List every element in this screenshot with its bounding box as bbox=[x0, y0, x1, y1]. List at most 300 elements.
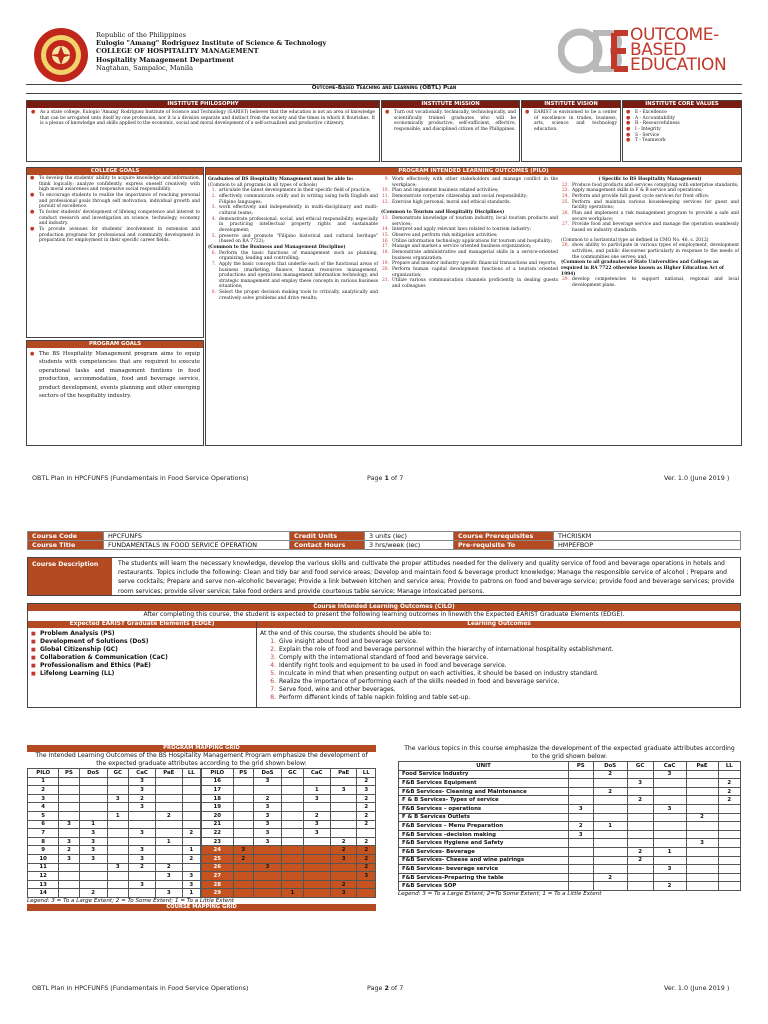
pilo-col2-list bbox=[381, 177, 558, 205]
grid-row bbox=[202, 854, 376, 863]
grid-cell bbox=[718, 882, 740, 891]
grid-cell bbox=[330, 794, 357, 803]
learning-outcome-number: 4. bbox=[270, 662, 276, 669]
grid-row-label: F & B Services- Types of service bbox=[399, 796, 569, 805]
grid-cell bbox=[253, 786, 281, 795]
learning-outcome-number: 3. bbox=[270, 654, 276, 661]
grid-cell bbox=[79, 863, 107, 872]
grid-row-label: 17 bbox=[202, 786, 234, 795]
grid-header-cell: CaC bbox=[303, 769, 330, 778]
header-rule-2 bbox=[26, 93, 742, 94]
grid-row bbox=[399, 787, 741, 796]
grid-cell: 3 bbox=[79, 837, 107, 846]
grid-cell bbox=[718, 830, 740, 839]
grid-cell bbox=[303, 837, 330, 846]
core-value-text: R - Resourcefulness bbox=[635, 121, 680, 127]
grid-cell bbox=[593, 856, 627, 865]
pilo-item-number: 12. bbox=[381, 199, 389, 205]
pilo-item-number: 7. bbox=[211, 261, 216, 267]
grid-row bbox=[202, 880, 376, 889]
cilo-title: Course Intended Learning Outcomes (CILO) bbox=[28, 604, 740, 611]
learning-outcomes-title: Learning Outcomes bbox=[257, 621, 741, 628]
grid-cell bbox=[569, 856, 594, 865]
grid-cell bbox=[107, 829, 128, 838]
grid-cell bbox=[718, 865, 740, 874]
pilo-item-number: 6. bbox=[211, 250, 216, 256]
grid-header-cell: GC bbox=[627, 762, 653, 771]
grid-cell bbox=[593, 779, 627, 788]
grid-cell bbox=[233, 820, 253, 829]
grid-cell: 2 bbox=[593, 787, 627, 796]
header-line-address: Nagtahan, Sampaloc, Manila bbox=[96, 63, 194, 72]
pilo-item-number: 25. bbox=[561, 199, 569, 205]
mission-text: Turn out vocationally, technically, technologically, and scientifically trained graduates who will be economically productive, self-sufficient, effective, responsible, and disciplined citizen of the Philippines. bbox=[394, 110, 516, 132]
philosophy-item bbox=[27, 108, 379, 127]
learning-outcome-item bbox=[260, 678, 738, 686]
obtl-plan-title: Outcome-Based Teaching and Learning (OBTL) Plan bbox=[311, 85, 457, 91]
grid-cell: 1 bbox=[593, 822, 627, 831]
bullet-icon: ● bbox=[626, 131, 631, 138]
grid-cell bbox=[59, 880, 79, 889]
grid-cell: 3 bbox=[303, 820, 330, 829]
program-mapping-tables bbox=[27, 768, 376, 898]
grid-cell bbox=[79, 880, 107, 889]
grid-cell: 2 bbox=[593, 770, 627, 779]
grid-cell: 3 bbox=[128, 854, 155, 863]
obe-text-outcome: OUTCOME- bbox=[630, 25, 719, 45]
grid-cell: 3 bbox=[79, 829, 107, 838]
edge-item bbox=[31, 670, 251, 678]
grid-header-cell: PS bbox=[59, 769, 79, 778]
grid-cell bbox=[282, 794, 303, 803]
college-goal-item-text: To encourage students to realize the importance of reaching personal and professional goals through self motivation, individual growth and pursuit of excellence. bbox=[39, 192, 200, 210]
grid-cell bbox=[282, 777, 303, 786]
grid-header-cell: CaC bbox=[653, 762, 686, 771]
pilo-item-number: 14. bbox=[381, 227, 389, 233]
lo-list bbox=[260, 638, 738, 702]
program-mapping-title: PROGRAM MAPPING GRID bbox=[27, 745, 376, 752]
grid-cell bbox=[718, 856, 740, 865]
edge-item-text: Lifelong Learning (LL) bbox=[40, 670, 115, 677]
learning-outcome-number: 1. bbox=[270, 638, 276, 645]
grid-cell bbox=[233, 837, 253, 846]
grid-cell bbox=[107, 889, 128, 898]
grid-row-label: F&B Services Equipment bbox=[399, 779, 569, 788]
grid-cell bbox=[627, 804, 653, 813]
course-code-label: Course Code bbox=[28, 532, 104, 541]
pilo-item-number: 13. bbox=[381, 215, 389, 221]
grid-cell bbox=[253, 854, 281, 863]
pilo-col-2 bbox=[381, 177, 558, 289]
bullet-icon: ■ bbox=[31, 663, 36, 669]
grid-cell bbox=[107, 846, 128, 855]
grid-cell: 3 bbox=[653, 770, 686, 779]
pilo-item-number: 19. bbox=[381, 261, 389, 267]
grid-cell bbox=[303, 803, 330, 812]
page1-footer-page-post: of 7 bbox=[388, 474, 404, 482]
grid-cell: 3 bbox=[59, 837, 79, 846]
grid-cell bbox=[357, 880, 376, 889]
pilo-item-number: 24. bbox=[561, 193, 569, 199]
grid-cell bbox=[156, 786, 182, 795]
grid-cell bbox=[627, 839, 653, 848]
grid-cell bbox=[303, 846, 330, 855]
grid-cell bbox=[233, 872, 253, 881]
pilo-item-text: Apply the basic concepts that underlie each of the functional areas of business (marketing, finance, human resources management, productions and operations management information technology, and strategic management and employ these concepts in various business situations; bbox=[219, 261, 378, 290]
core-value-text: S - Service bbox=[635, 132, 660, 138]
grid-header-cell: PILO bbox=[28, 769, 59, 778]
pilo-item-text: preserve and promote "Filipino historical and cultural heritage" (based on RA 7722); bbox=[219, 233, 378, 245]
grid-cell bbox=[718, 873, 740, 882]
grid-cell: 2 bbox=[330, 837, 357, 846]
grid-header-row bbox=[399, 762, 741, 771]
college-goal-item bbox=[30, 210, 200, 227]
grid-cell bbox=[593, 796, 627, 805]
grid-cell bbox=[128, 811, 155, 820]
grid-cell: 3 bbox=[253, 811, 281, 820]
college-goals-box bbox=[26, 167, 204, 338]
pilo-title: PROGRAM INTENDED LEARNING OUTCOMES (PILO) bbox=[206, 168, 741, 175]
cilo-divider bbox=[256, 621, 257, 708]
grid-cell: 3 bbox=[182, 872, 201, 881]
grid-row-label: F&B Services- beverage service bbox=[399, 865, 569, 874]
grid-cell bbox=[718, 822, 740, 831]
grid-cell bbox=[156, 846, 182, 855]
grid-cell bbox=[653, 822, 686, 831]
pilo-item-number: 2. bbox=[211, 193, 216, 199]
grid-cell bbox=[282, 820, 303, 829]
grid-cell: 3 bbox=[128, 803, 155, 812]
pilo-item-text: Demonstrate knowledge of tourism industry, local tourism products and services; bbox=[392, 215, 558, 227]
grid-header-cell: DoS bbox=[253, 769, 281, 778]
grid-cell bbox=[107, 803, 128, 812]
grid-row bbox=[399, 822, 741, 831]
edge-item-text: Problem Analysis (PS) bbox=[40, 630, 115, 637]
pilo-item-text: Perform human capital development functions of a tourism oriented organization; bbox=[392, 266, 558, 278]
grid-cell: 3 bbox=[128, 786, 155, 795]
bullet-icon: ■ bbox=[31, 671, 36, 677]
pilo-item-number: 18. bbox=[381, 249, 389, 255]
pilo-item-text: develop competencies to support national, regional and local development plans. bbox=[572, 277, 739, 288]
grid-row-label: F&B Services – Menu Preparation bbox=[399, 822, 569, 831]
grid-cell bbox=[569, 787, 594, 796]
grid-cell bbox=[686, 796, 718, 805]
pilo-item-text: Apply management skills in F & B service and operations; bbox=[572, 188, 703, 194]
pilo-item-text: Demonstrate corporate citizenship and social responsibility; bbox=[392, 193, 528, 199]
grid-cell bbox=[357, 829, 376, 838]
pilo-col1-sub: (Common to all programs in all types of schools) bbox=[208, 182, 318, 188]
grid-cell bbox=[233, 829, 253, 838]
grid-cell bbox=[686, 804, 718, 813]
grid-cell: 3 bbox=[686, 839, 718, 848]
grid-cell: 3 bbox=[253, 837, 281, 846]
grid-cell bbox=[59, 889, 79, 898]
grid-cell: 3 bbox=[79, 854, 107, 863]
pilo-item-number: 15. bbox=[381, 232, 389, 238]
edge-item bbox=[31, 630, 251, 638]
learning-outcome-number: 6. bbox=[270, 678, 276, 685]
grid-row-label: 2 bbox=[28, 786, 59, 795]
edge-item bbox=[31, 662, 251, 670]
college-goals-list bbox=[27, 175, 203, 244]
grid-cell bbox=[593, 882, 627, 891]
course-mapping-intro: The various topics in this course emphasize the development of the expected graduate attributes according to the grid shown below: bbox=[404, 745, 735, 760]
grid-cell bbox=[718, 847, 740, 856]
grid-row bbox=[202, 872, 376, 881]
grid-cell: 3 bbox=[330, 889, 357, 898]
grid-cell: 2 bbox=[182, 854, 201, 863]
grid-cell bbox=[59, 811, 79, 820]
pilo-col3-sub: (Common to all graduates of State Universities and Colleges as required in RA 7722 otherwise known as Higher Education Act of 1994) bbox=[561, 260, 724, 277]
grid-cell bbox=[282, 863, 303, 872]
grid-cell bbox=[593, 804, 627, 813]
college-goal-item-text: To provide avenues for students' involvement in extension and production programs for professional and community development in preparation for employment in their specific career fields. bbox=[39, 226, 200, 244]
grid-row-label: 6 bbox=[28, 820, 59, 829]
pilo-item-number: 17. bbox=[381, 244, 389, 250]
bullet-icon: ● bbox=[30, 225, 35, 232]
grid-cell bbox=[330, 777, 357, 786]
learning-outcome-item bbox=[260, 654, 738, 662]
header-line-department: Hospitality Management Department bbox=[96, 55, 235, 64]
grid-cell: 2 bbox=[357, 854, 376, 863]
learning-outcome-item bbox=[260, 638, 738, 646]
grid-cell bbox=[128, 889, 155, 898]
grid-row bbox=[399, 856, 741, 865]
grid-cell: 3 bbox=[253, 803, 281, 812]
course-mapping-legend: Legend: 3 = To a Large Extent; 2=To Some Extent; 1 = To a Little Extent bbox=[398, 890, 602, 897]
grid-header-cell: PaE bbox=[330, 769, 357, 778]
grid-cell: 2 bbox=[59, 846, 79, 855]
cilo-intro: After completing this course, the student is expected to present the following learning outcomes in linewith the Expected EARIST Graduate Elements (EDGE). bbox=[143, 611, 625, 618]
grid-cell: 3 bbox=[303, 829, 330, 838]
grid-cell: 2 bbox=[330, 846, 357, 855]
grid-cell bbox=[282, 880, 303, 889]
grid-cell bbox=[653, 873, 686, 882]
bullet-icon: ● bbox=[30, 208, 35, 215]
grid-cell bbox=[156, 854, 182, 863]
bullet-icon: ● bbox=[626, 137, 631, 144]
grid-cell bbox=[718, 770, 740, 779]
pilo-col1-head: Graduates of BS Hospitality Management must be able to: bbox=[208, 177, 354, 182]
bullet-icon: ■ bbox=[31, 631, 36, 637]
pilo-item-text: Prepare and monitor industry specific financial transactions and reports; bbox=[392, 261, 557, 267]
grid-cell bbox=[59, 829, 79, 838]
grid-row bbox=[202, 803, 376, 812]
pilo-item bbox=[561, 222, 739, 233]
learning-outcome-text: Inculcate in mind that when presenting output on each activities, it should be based on industry standard. bbox=[279, 670, 599, 677]
grid-cell: 1 bbox=[156, 837, 182, 846]
learning-outcomes-area bbox=[260, 630, 738, 702]
bullet-icon: ● bbox=[30, 191, 35, 198]
vision-title: INSTITUTE VISION bbox=[522, 101, 620, 108]
grid-cell bbox=[627, 787, 653, 796]
college-goal-item-text: To foster students' development of lifelong competence and interest to conduct research and investigation on science, technology, economy and industry. bbox=[39, 209, 200, 227]
prereq-to-value: HMPEFBOP bbox=[554, 541, 741, 550]
pilo-item-text: Utilize information technology applications for tourism and hospitality; bbox=[392, 238, 553, 244]
vision-box bbox=[521, 100, 621, 162]
header-line-college: COLLEGE OF HOSPITALITY MANAGEMENT bbox=[96, 47, 259, 56]
grid-cell: 3 bbox=[59, 854, 79, 863]
grid-cell bbox=[330, 829, 357, 838]
grid-row-label: 23 bbox=[202, 837, 234, 846]
vision-item bbox=[522, 108, 620, 133]
grid-cell: 1 bbox=[107, 811, 128, 820]
core-value-text: T - Teamwork bbox=[635, 138, 666, 144]
grid-cell bbox=[627, 822, 653, 831]
pilo-item-number: 20. bbox=[381, 266, 389, 272]
prereq-to-label: Pre-requisite To bbox=[454, 541, 554, 550]
bullet-icon: ● bbox=[626, 114, 631, 121]
grid-cell: 2 bbox=[718, 796, 740, 805]
pilo-item bbox=[208, 234, 378, 245]
grid-row-label: F&B Services- Beverage bbox=[399, 847, 569, 856]
grid-row-label: 20 bbox=[202, 811, 234, 820]
pilo-item-text: Utilize various communication channels proficiently in dealing guests and colleagues bbox=[392, 278, 558, 289]
grid-cell bbox=[59, 794, 79, 803]
pilo-col1-sub2: (Common to the Business and Management Discipline) bbox=[208, 244, 346, 250]
grid-cell bbox=[253, 872, 281, 881]
grid-cell: 3 bbox=[156, 872, 182, 881]
obe-text-based: BASED bbox=[630, 40, 686, 60]
grid-cell bbox=[686, 856, 718, 865]
grid-cell bbox=[627, 882, 653, 891]
pilo-item bbox=[208, 251, 378, 262]
grid-header-cell: DoS bbox=[79, 769, 107, 778]
grid-cell bbox=[303, 777, 330, 786]
grid-cell bbox=[653, 787, 686, 796]
college-seal-logo bbox=[33, 27, 89, 83]
pilo-item-text: effectively communicate orally and in writing using both English and Filipino languages; bbox=[219, 193, 378, 205]
grid-row bbox=[28, 837, 201, 846]
grid-row bbox=[28, 854, 201, 863]
grid-cell bbox=[303, 889, 330, 898]
grid-cell: 1 bbox=[79, 820, 107, 829]
grid-row bbox=[399, 804, 741, 813]
grid-header-cell: GC bbox=[107, 769, 128, 778]
grid-cell bbox=[128, 820, 155, 829]
grid-header-row bbox=[28, 769, 201, 778]
grid-cell: 2 bbox=[303, 811, 330, 820]
core-value-text: A - Accountability bbox=[635, 115, 675, 121]
grid-cell bbox=[627, 873, 653, 882]
pilo-item-text: Exercise high personal, moral and ethical standards. bbox=[392, 199, 511, 205]
grid-cell: 3 bbox=[107, 863, 128, 872]
learning-outcome-text: Serve food, wine and other beverages. bbox=[279, 686, 396, 693]
grid-row bbox=[399, 779, 741, 788]
lo-intro: At the end of this course, the students should be able to: bbox=[260, 630, 432, 637]
pilo-item-text: demonstrate professional, social, and ethical responsibility, especially in practicing intellectual property rights and sustainable development; bbox=[219, 216, 378, 233]
grid-row bbox=[202, 889, 376, 898]
grid-cell bbox=[79, 794, 107, 803]
grid-cell bbox=[79, 786, 107, 795]
grid-cell: 3 bbox=[233, 846, 253, 855]
learning-outcome-item bbox=[260, 670, 738, 678]
grid-cell: 3 bbox=[253, 863, 281, 872]
pilo-item-text: Perform and maintain various housekeeping services for guest and facility operations; bbox=[572, 199, 739, 211]
pilo-box bbox=[205, 167, 742, 446]
grid-cell bbox=[303, 880, 330, 889]
grid-cell bbox=[59, 863, 79, 872]
grid-cell: 1 bbox=[653, 847, 686, 856]
grid-cell bbox=[627, 830, 653, 839]
grid-cell bbox=[233, 777, 253, 786]
contact-hours-label: Contact Hours bbox=[290, 541, 365, 550]
grid-row-label: 7 bbox=[28, 829, 59, 838]
grid-header-cell: PS bbox=[569, 762, 594, 771]
obe-text-education: EDUCATION bbox=[630, 55, 727, 75]
grid-header-cell: PaE bbox=[686, 762, 718, 771]
grid-header-cell: PILO bbox=[202, 769, 234, 778]
grid-cell: 2 bbox=[718, 787, 740, 796]
grid-row-label: F&B Services Hygiene and Safety bbox=[399, 839, 569, 848]
grid-cell: 2 bbox=[627, 796, 653, 805]
grid-row bbox=[28, 777, 201, 786]
pilo-item bbox=[208, 262, 378, 290]
grid-row bbox=[28, 846, 201, 855]
grid-cell: 2 bbox=[182, 829, 201, 838]
grid-cell bbox=[156, 829, 182, 838]
grid-row bbox=[399, 770, 741, 779]
core-value-item bbox=[626, 138, 738, 144]
grid-cell: 2 bbox=[718, 779, 740, 788]
grid-cell bbox=[59, 803, 79, 812]
grid-header-cell: CaC bbox=[128, 769, 155, 778]
bullet-icon: ■ bbox=[31, 639, 36, 645]
grid-cell: 2 bbox=[357, 820, 376, 829]
pilo-col3b-list bbox=[561, 243, 739, 260]
college-goals-title: COLLEGE GOALS bbox=[27, 168, 203, 175]
program-mapping-legend: Legend: 3 = To a Large Extent; 2 = To Some Extent; 1 = To a Little Extent bbox=[27, 897, 234, 904]
page1-footer-version: Ver. 1.0 (June 2019 ) bbox=[664, 474, 730, 482]
grid-row bbox=[202, 794, 376, 803]
pilo-col3c-list bbox=[561, 277, 739, 288]
pilo-item-number: 27. bbox=[561, 222, 569, 228]
grid-cell bbox=[107, 837, 128, 846]
program-mapping-right-table bbox=[201, 768, 376, 898]
grid-cell: 1 bbox=[182, 889, 201, 898]
grid-cell: 3 bbox=[107, 794, 128, 803]
college-goal-item bbox=[30, 227, 200, 244]
grid-row bbox=[28, 786, 201, 795]
grid-cell bbox=[79, 872, 107, 881]
pilo-item bbox=[561, 243, 739, 260]
page2-footer-page-pre: Page bbox=[367, 984, 385, 992]
pilo-col1-list bbox=[208, 188, 378, 245]
page2-footer-page-num: 2 bbox=[384, 984, 389, 992]
grid-row bbox=[202, 820, 376, 829]
pilo-item-number: 5. bbox=[211, 233, 216, 239]
pilo-item-number: 9. bbox=[384, 177, 389, 182]
grid-cell bbox=[128, 837, 155, 846]
grid-cell: 2 bbox=[128, 863, 155, 872]
grid-cell bbox=[569, 779, 594, 788]
grid-row bbox=[202, 837, 376, 846]
grid-row bbox=[399, 882, 741, 891]
program-mapping-intro: The Intended Learning Outcomes of the BS Hospitality Management Program emphasize the development of the expected graduate attributes according to the grid shown below: bbox=[35, 752, 368, 767]
program-mapping-left-table bbox=[27, 768, 201, 898]
pilo-item bbox=[208, 205, 378, 216]
learning-outcome-text: Comply with the international standard of food and beverage service. bbox=[279, 654, 489, 661]
grid-cell bbox=[282, 854, 303, 863]
cilo-box bbox=[27, 603, 741, 708]
grid-cell bbox=[182, 786, 201, 795]
obe-logo bbox=[558, 27, 748, 77]
grid-cell bbox=[282, 872, 303, 881]
grid-cell: 2 bbox=[357, 863, 376, 872]
grid-cell: 2 bbox=[627, 856, 653, 865]
grid-row bbox=[28, 829, 201, 838]
grid-cell bbox=[686, 770, 718, 779]
